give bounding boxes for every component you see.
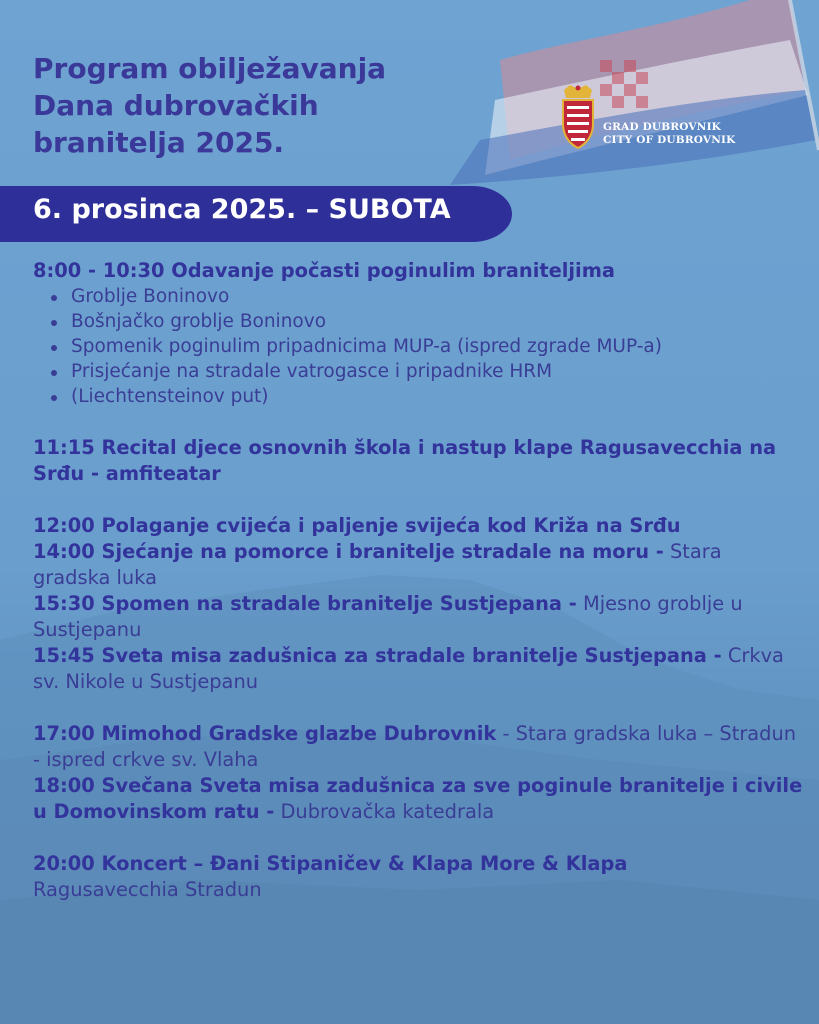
city-logo-text: [603, 121, 736, 147]
event-6-title: 15:45 Sveta misa zadušnica za stradale branitelje Sustjepana -: [33, 644, 722, 667]
event-1-title: 8:00 - 10:30 Odavanje počasti poginulim braniteljima: [33, 259, 615, 282]
event-7-place: - Stara gradska luka – Stradun - ispred crkve sv. Vlaha: [33, 722, 797, 771]
event-9-title: 20:00 Koncert – Đani Stipaničev & Klapa More & Klapa: [33, 852, 628, 875]
event-2: [33, 435, 803, 487]
event-1-locations: [33, 284, 803, 409]
page-title: [33, 50, 453, 161]
event-4-place: Stara gradska luka: [33, 540, 722, 589]
event-9-place: Ragusavecchia Stradun: [33, 878, 262, 901]
event-5: [33, 591, 803, 643]
list-item: Prisjećanje na stradale vatrogasce i pripadnike HRM: [71, 359, 803, 384]
title-line-2: Dana dubrovačkih: [33, 89, 319, 122]
program-list: [33, 258, 803, 903]
event-6-place: Crkva sv. Nikole u Sustjepanu: [33, 644, 784, 693]
event-5-title: 15:30 Spomen na stradale branitelje Sustjepana -: [33, 592, 577, 615]
title-line-3: branitelja 2025.: [33, 126, 285, 159]
list-item: Spomenik poginulim pripadnicima MUP-a (ispred zgrade MUP-a): [71, 334, 803, 359]
event-6: [33, 643, 803, 695]
title-line-1: Program obilježavanja: [33, 52, 387, 85]
date-label: 6. prosinca 2025. – SUBOTA: [33, 194, 451, 225]
event-2-title: 11:15 Recital djece osnovnih škola i nastup klape Ragusavecchia na Srđu - amfiteatar: [33, 436, 777, 485]
event-7-title: 17:00 Mimohod Gradske glazbe Dubrovnik: [33, 722, 497, 745]
list-item: Groblje Boninovo: [71, 284, 803, 309]
event-3-title: 12:00 Polaganje cvijeća i paljenje svijeća kod Križa na Srđu: [33, 514, 681, 537]
croatian-flag-icon: [450, 0, 819, 185]
event-8-place: Dubrovačka katedrala: [280, 800, 495, 823]
event-4: [33, 539, 803, 591]
event-4-title: 14:00 Sjećanje na pomorce i branitelje stradale na moru -: [33, 540, 664, 563]
event-7: [33, 721, 803, 773]
city-crest-icon: [556, 84, 600, 150]
event-9: [33, 851, 803, 903]
city-name-en: CITY OF DUBROVNIK: [603, 134, 736, 146]
event-8-title: 18:00 Svečana Sveta misa zadušnica za sve poginule branitelje i civile u Domovinskom ratu -: [33, 774, 803, 823]
list-item: Bošnjačko groblje Boninovo: [71, 309, 803, 334]
event-8: [33, 773, 803, 825]
event-1: [33, 258, 803, 284]
list-item: (Liechtensteinov put): [71, 384, 803, 409]
event-5-place: Mjesno groblje u Sustjepanu: [33, 592, 743, 641]
event-3: [33, 513, 803, 539]
city-name-hr: GRAD DUBROVNIK: [603, 121, 722, 133]
